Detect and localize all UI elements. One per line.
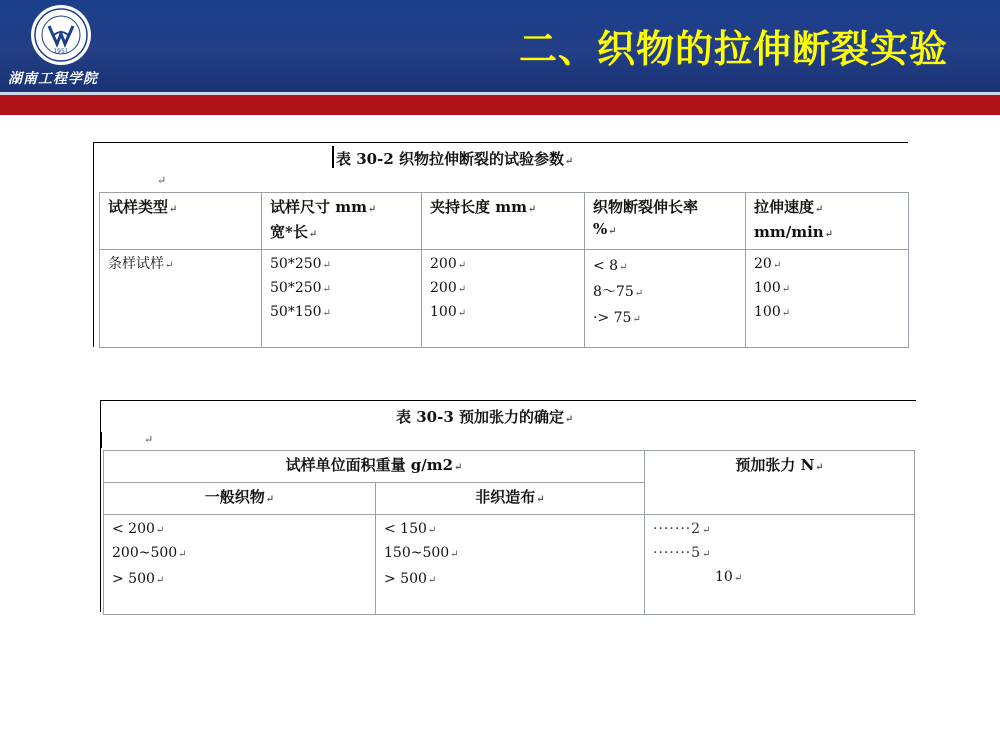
table2-header-nonwoven: 非织造布↵	[376, 483, 645, 515]
text-cursor	[100, 432, 102, 448]
table1-header-sample-type: 试样类型↵	[100, 193, 262, 250]
table1-header-row	[100, 193, 909, 250]
table1-header-speed: 拉伸速度↵ mm/min↵	[746, 193, 909, 250]
svg-text:1951: 1951	[53, 48, 69, 55]
table1-page-top-edge	[93, 142, 908, 143]
table1-cell-clamp-lengths: 200↵ 200↵ 100↵	[422, 250, 585, 348]
table1-caption: 表 30-2 织物拉伸断裂的试验参数↵	[336, 150, 574, 168]
text-cursor	[332, 146, 334, 168]
table2-header-row	[104, 451, 915, 483]
table1-data-row	[100, 250, 909, 348]
table2-data-row	[104, 515, 915, 615]
table1-cell-sample-type: 条样试样↵	[100, 250, 262, 348]
table1-cell-sizes: 50*250↵ 50*250↵ 50*150↵	[262, 250, 422, 348]
table2	[103, 450, 915, 615]
table2-cell-tension: ·······2↵ ·······5↵ 10↵	[645, 515, 915, 615]
table1-cell-elongations: < 8↵ 8～75↵ ·> 75↵	[585, 250, 746, 348]
table2-page-top-edge	[100, 400, 916, 401]
paragraph-mark: ↵	[157, 174, 167, 187]
table2-cell-general-fabric: < 200↵ 200~500↵ > 500↵	[104, 515, 376, 615]
table2-caption: 表 30-3 预加张力的确定↵	[396, 408, 574, 426]
table1-header-elongation: 织物断裂伸长率 %↵	[585, 193, 746, 250]
slide-title: 二、织物的拉伸断裂实验	[518, 27, 948, 71]
table2-header-tension: 预加张力 N↵	[645, 451, 915, 515]
table2-header-weight: 试样单位面积重量 g/m2↵	[104, 451, 645, 483]
table1	[99, 192, 909, 348]
table1-cell-speeds: 20↵ 100↵ 100↵	[746, 250, 909, 348]
table1-header-size: 试样尺寸 mm↵ 宽*长↵	[262, 193, 422, 250]
school-logo-icon	[30, 4, 92, 66]
header-accent-bar	[0, 95, 1000, 115]
table2-cell-nonwoven: < 150↵ 150~500↵ > 500↵	[376, 515, 645, 615]
school-name: 湖南工程学院	[8, 71, 98, 87]
table2-header-general-fabric: 一般织物↵	[104, 483, 376, 515]
paragraph-mark: ↵	[144, 433, 154, 446]
table1-header-clamp-length: 夹持长度 mm↵	[422, 193, 585, 250]
table1-page-left-edge	[93, 142, 94, 347]
